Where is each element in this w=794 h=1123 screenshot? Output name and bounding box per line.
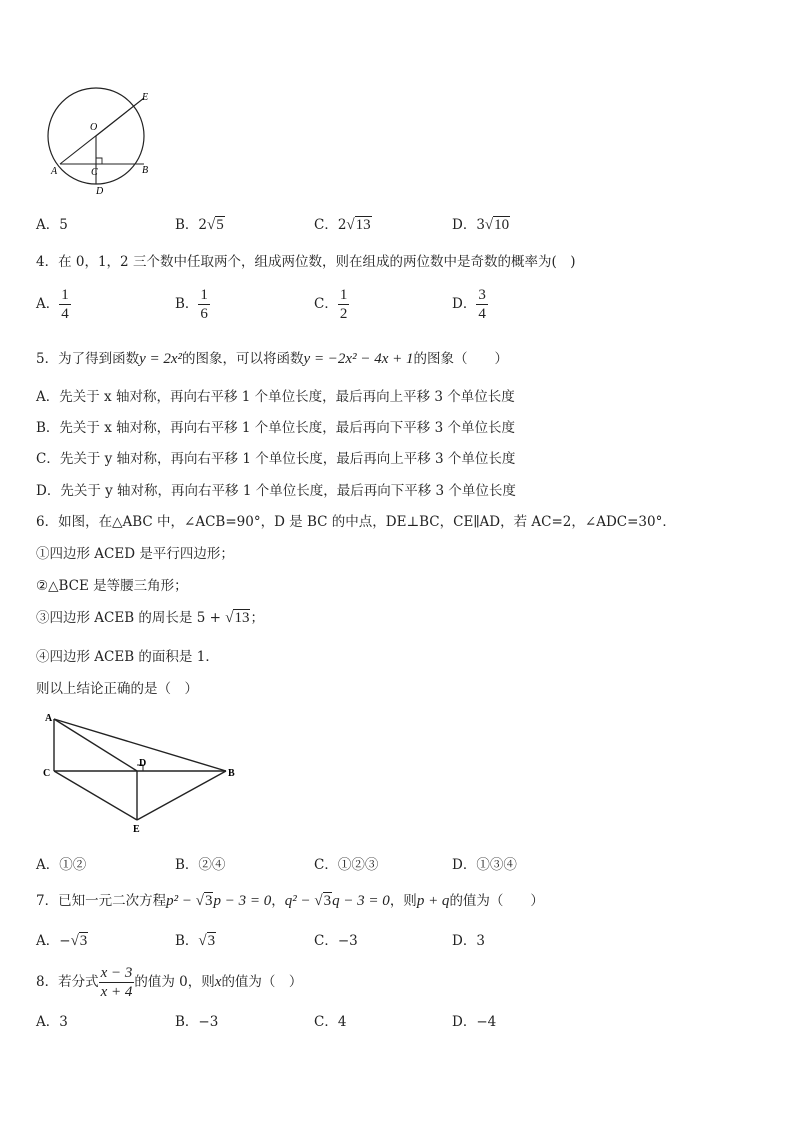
q7-option-c: C．−3: [314, 933, 358, 949]
segment-ad: [54, 719, 137, 771]
q5-stem: 5．为了得到函数y = 2x²的图象，可以将函数y = −2x² − 4x + 1的图象（ ）: [36, 351, 508, 367]
q6-option-d: D．①③④: [452, 857, 517, 873]
q5-option-d: D．先关于 y 轴对称，再向右平移 1 个单位长度，最后再向下平移 3 个单位长度: [36, 483, 516, 499]
q7-option-d: D．3: [452, 933, 485, 949]
label-o: O: [90, 122, 98, 133]
q5-option-a: A．先关于 x 轴对称，再向右平移 1 个单位长度，最后再向上平移 3 个单位长度: [36, 389, 515, 405]
q6-option-b: B．②④: [175, 857, 226, 873]
label-a: A: [51, 166, 58, 177]
q4-option-b: B． $\frac{1}{6}$: [175, 287, 208, 322]
q3-option-b: B．2√5: [175, 217, 224, 233]
q6-statement-2: ②△BCE 是等腰三角形；: [36, 578, 188, 594]
q7-option-b: B．√3: [175, 933, 216, 949]
label-e: E: [133, 824, 140, 835]
q3-option-a: A．5: [36, 217, 68, 233]
q8-option-a: A．3: [36, 1014, 68, 1030]
q8-stem: 8．若分式 $\frac{x - 3}{x + 4}$ 的值为 0，则x的值为（ ）: [36, 965, 303, 1000]
q4-option-a: A． $\frac{1}{4}$: [36, 287, 69, 322]
q8-option-d: D．−4: [452, 1014, 497, 1030]
q7-option-a: A．−√3: [36, 933, 88, 949]
q5-option-b: B．先关于 x 轴对称，再向右平移 1 个单位长度，最后再向下平移 3 个单位长度: [36, 420, 515, 436]
q4-option-d: D． $\frac{3}{4}$: [452, 287, 486, 322]
q7-stem: 7．已知一元二次方程p² − √3p − 3 = 0，q² − √3q − 3 = 0，则p + q的值为（ ）: [36, 893, 544, 909]
segment-eb: [137, 771, 226, 820]
label-b: B: [228, 768, 235, 779]
label-c: C: [43, 768, 51, 779]
q6-stem: 6．如图，在△ABC 中，∠ACB=90°，D 是 BC 的中点，DE⊥BC，CE∥AD，若 AC=2，∠ADC=30°．: [36, 514, 676, 530]
circle-figure: [40, 80, 170, 200]
segment-oe: [96, 98, 144, 136]
segment-ce: [54, 771, 137, 820]
q4-option-c: C． $\frac{1}{2}$: [314, 287, 348, 322]
q6-statement-4: ④四边形 ACEB 的面积是 1．: [36, 649, 219, 665]
label-d: D: [139, 758, 147, 769]
q6-option-c: C．①②③: [314, 857, 379, 873]
q6-statement-3: ③四边形 ACEB 的周长是 5 + √13；: [36, 610, 264, 626]
label-c: C: [91, 167, 98, 178]
label-b: B: [142, 165, 149, 176]
q8-option-b: B．−3: [175, 1014, 219, 1030]
quadrilateral-figure: [40, 708, 250, 838]
q8-option-c: C．4: [314, 1014, 347, 1030]
q4-stem: 4．在 0，1，2 三个数中任取两个，组成两位数，则在组成的两位数中是奇数的概率为( ): [36, 254, 576, 270]
q5-option-c: C．先关于 y 轴对称，再向右平移 1 个单位长度，最后再向上平移 3 个单位长度: [36, 451, 516, 467]
q3-option-d: D．3√10: [452, 217, 510, 233]
label-e: E: [142, 92, 149, 103]
label-a: A: [45, 713, 53, 724]
right-angle-mark: [96, 158, 102, 164]
q6-statement-1: ①四边形 ACED 是平行四边形；: [36, 546, 234, 562]
label-d: D: [96, 186, 104, 197]
q3-option-c: C．2√13: [314, 217, 371, 233]
q6-question: 则以上结论正确的是（ ）: [36, 681, 198, 697]
q6-option-a: A．①②: [36, 857, 87, 873]
